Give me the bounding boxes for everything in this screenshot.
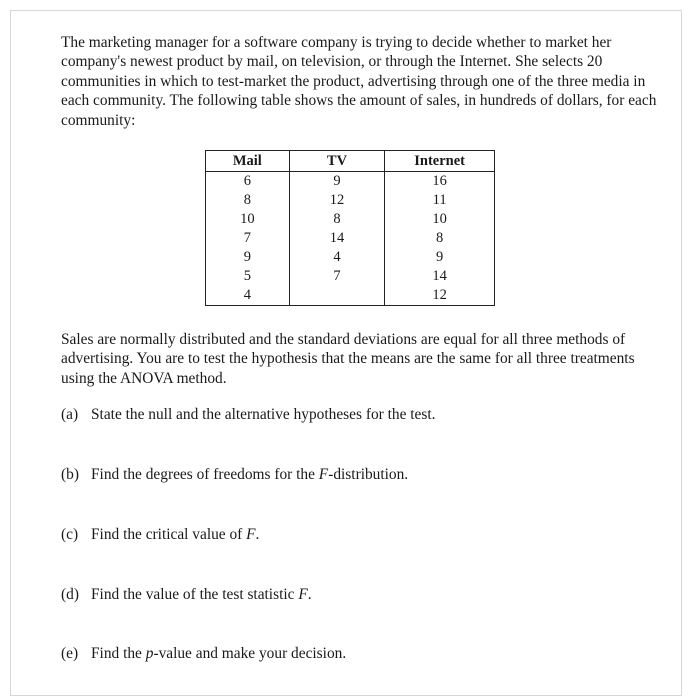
question-label: (a)	[61, 406, 79, 423]
table-row	[206, 229, 495, 248]
question-text: State the null and the alternative hypotheses for the test.	[91, 406, 436, 423]
question-c	[61, 526, 259, 544]
table-cell: 14	[385, 267, 495, 286]
table-row	[206, 210, 495, 229]
table-cell: 11	[385, 191, 495, 210]
table-header-row	[206, 151, 495, 172]
question-text: .	[307, 586, 312, 603]
table-cell: 8	[206, 191, 290, 210]
table-cell: 9	[385, 248, 495, 267]
question-label: (c)	[61, 526, 79, 543]
question-italic: F	[318, 466, 329, 483]
question-text: .	[255, 526, 260, 543]
question-label: (d)	[61, 586, 79, 603]
table-cell: 12	[385, 286, 495, 306]
table-row	[206, 172, 495, 192]
question-label: (e)	[61, 645, 79, 662]
table-row	[206, 286, 495, 306]
table-cell: 8	[385, 229, 495, 248]
header-mail: Mail	[206, 151, 290, 172]
question-italic: F	[246, 526, 256, 543]
table-cell: 9	[206, 248, 290, 267]
sales-table	[205, 150, 495, 306]
table-cell: 12	[289, 191, 385, 210]
table-cell: 10	[385, 210, 495, 229]
table-cell	[289, 286, 385, 306]
question-text: Find the degrees of freedoms for the	[91, 466, 319, 483]
table-cell: 16	[385, 172, 495, 192]
question-text: -value and make your decision.	[153, 645, 347, 662]
question-text: Find the critical value of	[91, 526, 247, 543]
table-row	[206, 267, 495, 286]
question-label: (b)	[61, 466, 79, 483]
question-d	[61, 586, 312, 604]
question-a	[61, 406, 435, 424]
table-cell: 6	[206, 172, 290, 192]
table-cell: 9	[289, 172, 385, 192]
intro-paragraph: The marketing manager for a software company is trying to decide whether to market her company's newest product by mail, on television, or through the Internet. She selects 20 communities in which to test-market the product, advertising through one of the three media in each community. The following table shows the amount of sales, in hundreds of dollars, for each community:	[61, 34, 657, 129]
table-cell: 4	[206, 286, 290, 306]
table-cell: 7	[206, 229, 290, 248]
header-tv: TV	[289, 151, 385, 172]
question-text: -distribution.	[328, 466, 409, 483]
table-cell: 14	[289, 229, 385, 248]
header-internet: Internet	[385, 151, 495, 172]
table-cell: 4	[289, 248, 385, 267]
question-e	[61, 645, 346, 663]
question-text: Find the value of the test statistic	[91, 586, 299, 603]
table-row	[206, 248, 495, 267]
assumptions-paragraph: Sales are normally distributed and the standard deviations are equal for all three methods of advertising. You are to test the hypothesis that the means are the same for all three treatments using the ANOVA method.	[61, 331, 635, 387]
question-text: Find the	[91, 645, 146, 662]
table-row	[206, 191, 495, 210]
table-cell: 10	[206, 210, 290, 229]
question-italic: p	[145, 645, 154, 662]
question-italic: F	[298, 586, 308, 603]
table-cell: 8	[289, 210, 385, 229]
table-cell: 7	[289, 267, 385, 286]
question-b	[61, 466, 408, 484]
table-cell: 5	[206, 267, 290, 286]
